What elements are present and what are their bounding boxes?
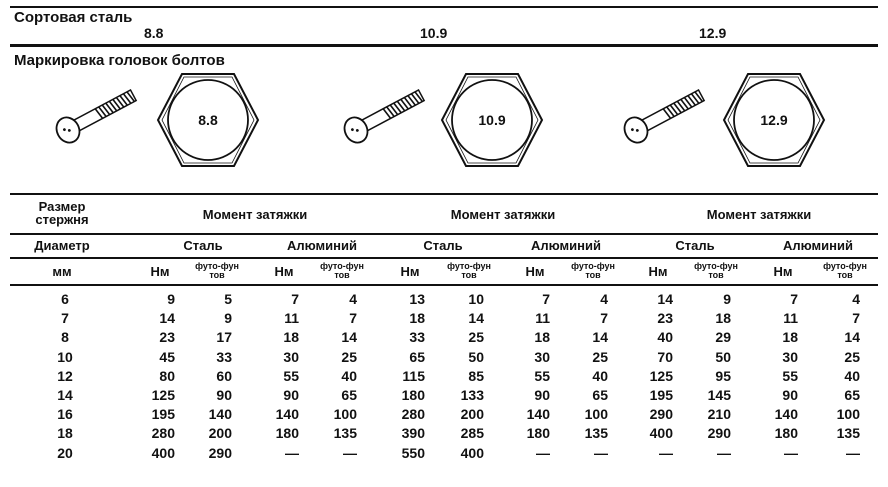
bolt-head-marking bbox=[722, 72, 826, 168]
torque-cell: 100 bbox=[836, 406, 860, 423]
unit-nm-header: Нм bbox=[150, 264, 170, 279]
torque-cell: 9 bbox=[723, 291, 731, 307]
torque-cell: 40 bbox=[844, 367, 860, 384]
torque-cell: 14 bbox=[592, 329, 608, 346]
unit-ftlb-header: футо-фунтов bbox=[823, 261, 867, 280]
torque-cell: 7 bbox=[349, 310, 357, 327]
torque-cell: 90 bbox=[283, 387, 299, 403]
torque-cell: 140 bbox=[275, 406, 299, 423]
torque-cell: 4 bbox=[349, 291, 357, 307]
torque-cell: — bbox=[784, 444, 798, 461]
torque-cell: 33 bbox=[409, 329, 425, 346]
torque-cell: 200 bbox=[208, 425, 232, 442]
torque-cell: 9 bbox=[224, 310, 232, 327]
torque-cell: 133 bbox=[460, 387, 484, 403]
torque-cell: 7 bbox=[291, 291, 299, 307]
grade-label-3: 12.9 bbox=[699, 25, 727, 41]
torque-cell: 18 bbox=[715, 310, 731, 327]
torque-cell: 40 bbox=[592, 367, 608, 384]
torque-cell: 100 bbox=[333, 406, 357, 423]
bolt-head-label: 12.9 bbox=[760, 112, 788, 128]
torque-cell: 4 bbox=[852, 291, 860, 307]
steel-header-3: Сталь bbox=[675, 238, 715, 253]
torque-cell: 5 bbox=[224, 291, 232, 307]
torque-cell: 25 bbox=[468, 329, 484, 346]
torque-cell: 30 bbox=[782, 348, 798, 365]
torque-cell: 7 bbox=[852, 310, 860, 327]
torque-cell: 10 bbox=[468, 291, 484, 307]
torque-cell: 90 bbox=[534, 387, 550, 403]
header-rule-3 bbox=[10, 284, 878, 286]
unit-ftlb-header: футо-фунтов bbox=[694, 261, 738, 280]
torque-cell: 65 bbox=[409, 348, 425, 365]
bolt-illustrations bbox=[0, 72, 888, 172]
torque-cell: 17 bbox=[216, 329, 232, 346]
diameter-cell: 16 bbox=[57, 406, 73, 423]
torque-cell: 115 bbox=[402, 367, 425, 384]
torque-cell: 23 bbox=[159, 329, 175, 346]
diameter-cell: 12 bbox=[57, 367, 73, 384]
torque-cell: 280 bbox=[401, 406, 425, 423]
torque-cell: 90 bbox=[782, 387, 798, 403]
steel-header-1: Сталь bbox=[183, 238, 223, 253]
torque-cell: 140 bbox=[526, 406, 550, 423]
torque-cell: 140 bbox=[774, 406, 798, 423]
torque-cell: 40 bbox=[657, 329, 673, 346]
torque-cell: 14 bbox=[657, 291, 673, 307]
torque-cell: 30 bbox=[534, 348, 550, 365]
torque-cell: — bbox=[717, 444, 731, 461]
torque-cell: 95 bbox=[715, 367, 731, 384]
torque-cell: 14 bbox=[341, 329, 357, 346]
torque-cell: 11 bbox=[284, 310, 299, 327]
torque-cell: 65 bbox=[592, 387, 608, 403]
torque-cell: — bbox=[536, 444, 550, 461]
torque-cell: 135 bbox=[584, 425, 608, 442]
unit-ftlb-header: футо-фунтов bbox=[195, 261, 239, 280]
unit-nm-header: Нм bbox=[648, 264, 668, 279]
aluminum-header-2: Алюминий bbox=[530, 238, 602, 253]
torque-cell: 65 bbox=[844, 387, 860, 403]
torque-cell: 50 bbox=[468, 348, 484, 365]
torque-cell: 70 bbox=[657, 348, 673, 365]
diameter-header: Диаметр bbox=[34, 238, 90, 253]
torque-cell: 140 bbox=[208, 406, 232, 423]
torque-cell: 23 bbox=[657, 310, 673, 327]
unit-ftlb-header: футо-фунтов bbox=[447, 261, 491, 280]
torque-cell: 550 bbox=[401, 444, 425, 461]
unit-ftlb-header: футо-фунтов bbox=[571, 261, 615, 280]
diameter-cell: 8 bbox=[61, 329, 69, 346]
torque-cell: 290 bbox=[707, 425, 731, 442]
header-rule-1 bbox=[10, 233, 878, 235]
torque-cell: 125 bbox=[151, 387, 175, 403]
bolt-head-marking bbox=[440, 72, 544, 168]
diameter-cell: 7 bbox=[61, 310, 69, 327]
torque-cell: 400 bbox=[460, 444, 484, 461]
torque-cell: 60 bbox=[216, 367, 232, 384]
torque-cell: 195 bbox=[649, 387, 673, 403]
torque-cell: 80 bbox=[159, 367, 175, 384]
torque-cell: 400 bbox=[151, 444, 175, 461]
grade-label-2: 10.9 bbox=[420, 25, 448, 41]
steel-header-2: Сталь bbox=[423, 238, 463, 253]
torque-cell: 145 bbox=[707, 387, 731, 403]
torque-cell: 14 bbox=[844, 329, 860, 346]
torque-cell: — bbox=[285, 444, 299, 461]
torque-cell: 50 bbox=[715, 348, 731, 365]
torque-cell: 45 bbox=[159, 348, 175, 365]
torque-cell: 33 bbox=[216, 348, 232, 365]
torque-header-1: Момент затяжки bbox=[202, 207, 308, 222]
torque-cell: 14 bbox=[468, 310, 484, 327]
diameter-cell: 14 bbox=[57, 387, 73, 403]
torque-cell: 210 bbox=[707, 406, 731, 423]
torque-cell: 200 bbox=[460, 406, 484, 423]
header-rule-2 bbox=[10, 257, 878, 259]
torque-cell: — bbox=[846, 444, 860, 461]
torque-cell: 195 bbox=[151, 406, 175, 423]
torque-cell: 55 bbox=[534, 367, 550, 384]
section-title: Сортовая сталь bbox=[14, 9, 133, 26]
torque-cell: 135 bbox=[836, 425, 860, 442]
torque-cell: 29 bbox=[715, 329, 731, 346]
torque-cell: 13 bbox=[409, 291, 425, 307]
torque-cell: 400 bbox=[649, 425, 673, 442]
grade-label-1: 8.8 bbox=[144, 25, 164, 41]
torque-cell: 55 bbox=[782, 367, 798, 384]
torque-cell: 285 bbox=[460, 425, 484, 442]
bolt-head-label: 10.9 bbox=[478, 112, 506, 128]
torque-cell: 65 bbox=[341, 387, 357, 403]
torque-header-3: Момент затяжки bbox=[706, 207, 812, 222]
torque-cell: 7 bbox=[542, 291, 550, 307]
torque-cell: 18 bbox=[409, 310, 425, 327]
aluminum-header-1: Алюминий bbox=[286, 238, 358, 253]
torque-cell: 25 bbox=[592, 348, 608, 365]
torque-cell: 290 bbox=[649, 406, 673, 423]
rod-size-header: Размер стержня bbox=[35, 199, 89, 227]
torque-cell: 4 bbox=[600, 291, 608, 307]
torque-cell: 290 bbox=[208, 444, 232, 461]
unit-nm-header: Нм bbox=[274, 264, 294, 279]
torque-cell: 30 bbox=[283, 348, 299, 365]
diameter-cell: 18 bbox=[57, 425, 73, 442]
bolt-head-marking bbox=[156, 72, 260, 168]
bolt-icon bbox=[50, 82, 140, 152]
torque-cell: 7 bbox=[600, 310, 608, 327]
torque-cell: — bbox=[659, 444, 673, 461]
torque-cell: 55 bbox=[283, 367, 299, 384]
torque-cell: 18 bbox=[534, 329, 550, 346]
bolt-icon bbox=[338, 82, 428, 152]
bolt-head-label: 8.8 bbox=[198, 112, 218, 128]
torque-cell: — bbox=[343, 444, 357, 461]
torque-cell: 18 bbox=[283, 329, 299, 346]
torque-cell: 40 bbox=[341, 367, 357, 384]
top-rule bbox=[10, 6, 878, 8]
torque-cell: 11 bbox=[535, 310, 550, 327]
diameter-cell: 20 bbox=[57, 444, 73, 461]
torque-cell: 180 bbox=[774, 425, 798, 442]
torque-cell: 180 bbox=[401, 387, 425, 403]
marking-title: Маркировка головок болтов bbox=[14, 52, 225, 69]
torque-cell: 125 bbox=[649, 367, 673, 384]
unit-nm-header: Нм bbox=[773, 264, 793, 279]
grade-rule bbox=[10, 44, 878, 47]
unit-nm-header: Нм bbox=[525, 264, 545, 279]
torque-cell: 180 bbox=[526, 425, 550, 442]
torque-cell: 25 bbox=[341, 348, 357, 365]
torque-header-2: Момент затяжки bbox=[450, 207, 556, 222]
diameter-cell: 6 bbox=[61, 291, 69, 307]
unit-ftlb-header: футо-фунтов bbox=[320, 261, 364, 280]
torque-cell: 14 bbox=[159, 310, 175, 327]
torque-cell: 135 bbox=[333, 425, 357, 442]
torque-cell: 180 bbox=[275, 425, 299, 442]
aluminum-header-3: Алюминий bbox=[782, 238, 854, 253]
unit-mm-header: мм bbox=[52, 264, 72, 279]
torque-cell: 85 bbox=[468, 367, 484, 384]
torque-cell: 7 bbox=[790, 291, 798, 307]
torque-cell: — bbox=[594, 444, 608, 461]
torque-cell: 280 bbox=[151, 425, 175, 442]
torque-cell: 18 bbox=[782, 329, 798, 346]
diameter-cell: 10 bbox=[57, 348, 73, 365]
torque-cell: 9 bbox=[167, 291, 175, 307]
torque-cell: 100 bbox=[584, 406, 608, 423]
torque-cell: 25 bbox=[844, 348, 860, 365]
table-top-rule bbox=[10, 193, 878, 195]
torque-cell: 390 bbox=[401, 425, 425, 442]
unit-nm-header: Нм bbox=[400, 264, 420, 279]
torque-cell: 90 bbox=[216, 387, 232, 403]
torque-cell: 11 bbox=[783, 310, 798, 327]
bolt-icon bbox=[618, 82, 708, 152]
